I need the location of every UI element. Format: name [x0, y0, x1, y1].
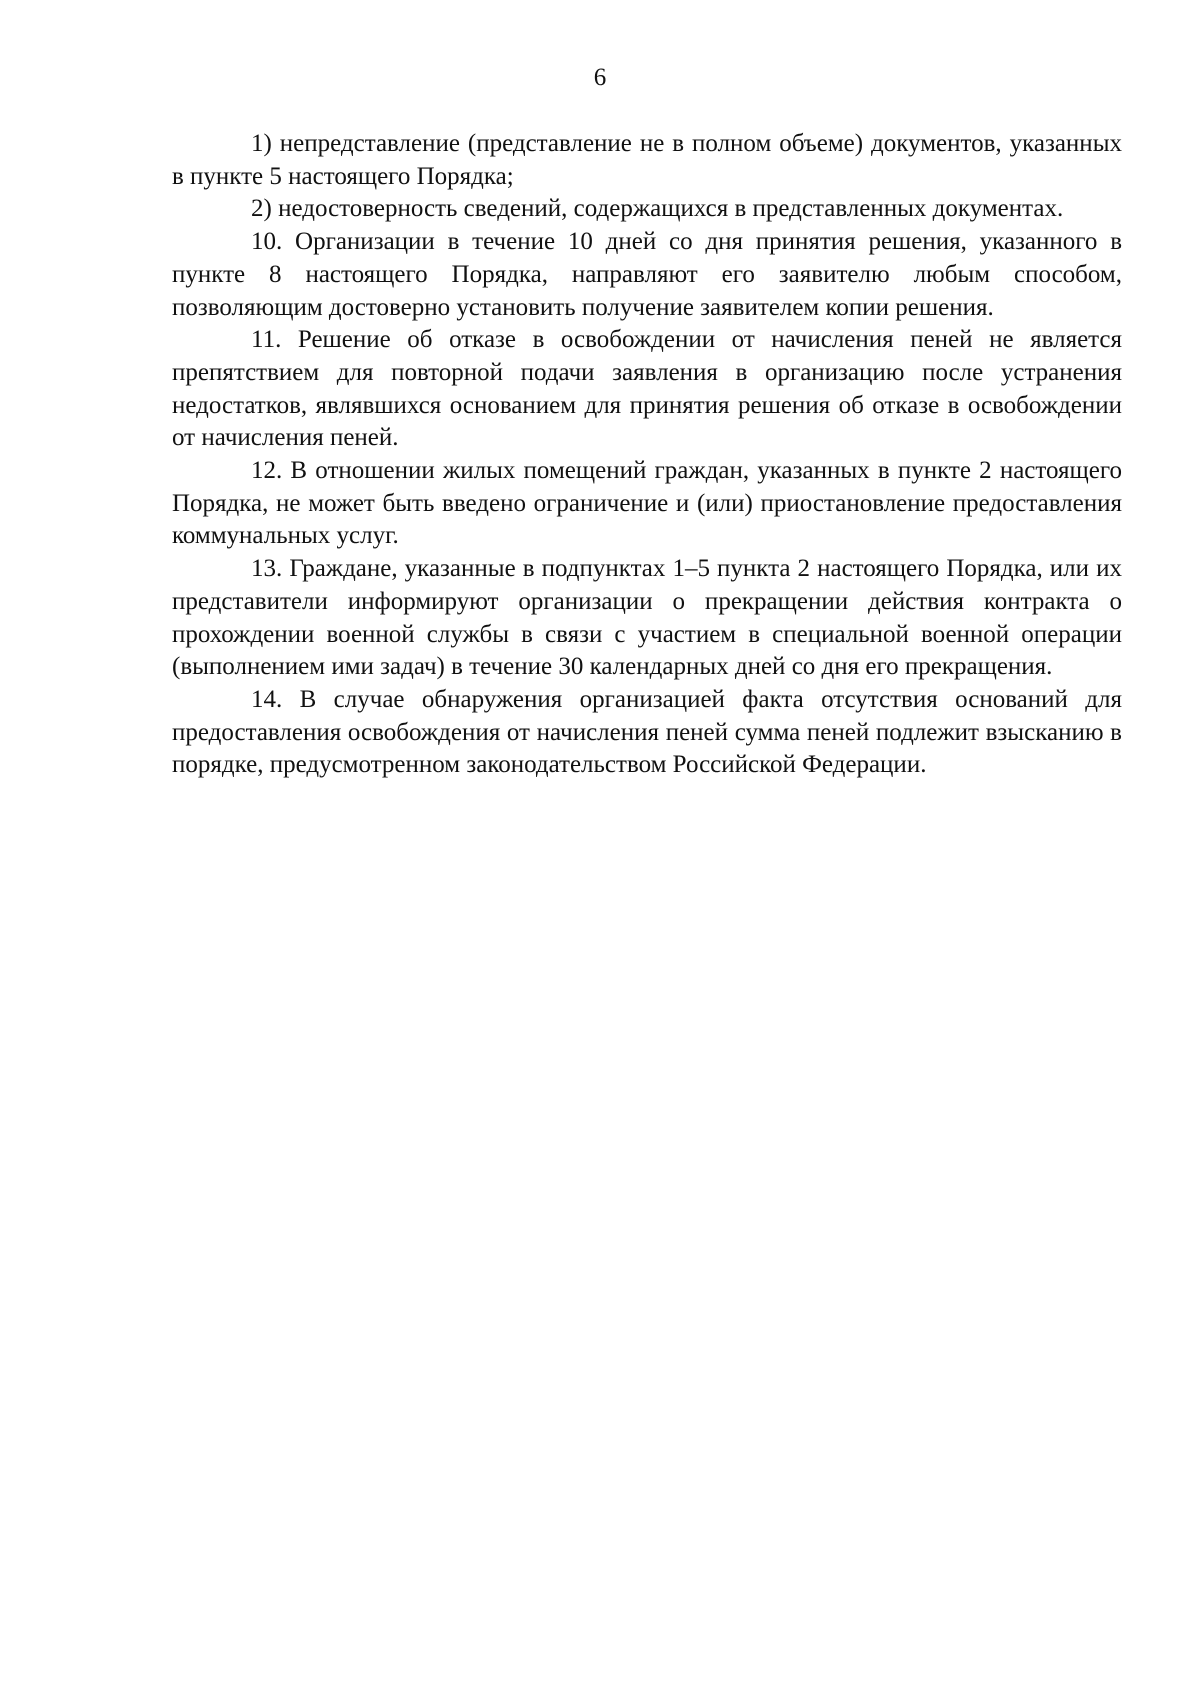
paragraph-item-2: 2) недостоверность сведений, содержащихся в представленных документах.: [251, 195, 1064, 223]
document-body: [172, 128, 1122, 782]
paragraph-clause-12: 12. В отношении жилых помещений граждан, указанных в пункте 2 настоящего Порядка, не может быть введено ограничение и (или) приостановление предоставления коммунальных услуг.: [172, 457, 1122, 550]
page-number: 6: [593, 64, 607, 91]
paragraph-clause-11: 11. Решение об отказе в освобождении от начисления пеней не является препятствием для повторной подачи заявления в организацию после устранения недостатков, являвшихся основанием для принятия решения об отказе в освобождении от начисления пеней.: [172, 326, 1122, 452]
paragraph-clause-10: 10. Организации в течение 10 дней со дня принятия решения, указанного в пункте 8 настоящего Порядка, направляют его заявителю любым способом, позволяющим достоверно установить получение заявителем копии решения.: [172, 228, 1122, 321]
paragraph-clause-14: 14. В случае обнаружения организацией факта отсутствия оснований для предоставления освобождения от начисления пеней сумма пеней подлежит взысканию в порядке, предусмотренном законодательством Российской Федерации.: [172, 685, 1122, 779]
paragraph-clause-13: 13. Граждане, указанные в подпунктах 1–5 пункта 2 настоящего Порядка, или их представители информируют организации о прекращении действия контракта о прохождении военной службы в связи с участием в специальной военной операции (выполнением ими задач) в течение 30 календарных дней со дня его прекращения.: [172, 555, 1122, 681]
paragraph-item-1: 1) непредставление (представление не в полном объеме) документов, указанных в пункте 5 настоящего Порядка;: [172, 130, 1122, 190]
